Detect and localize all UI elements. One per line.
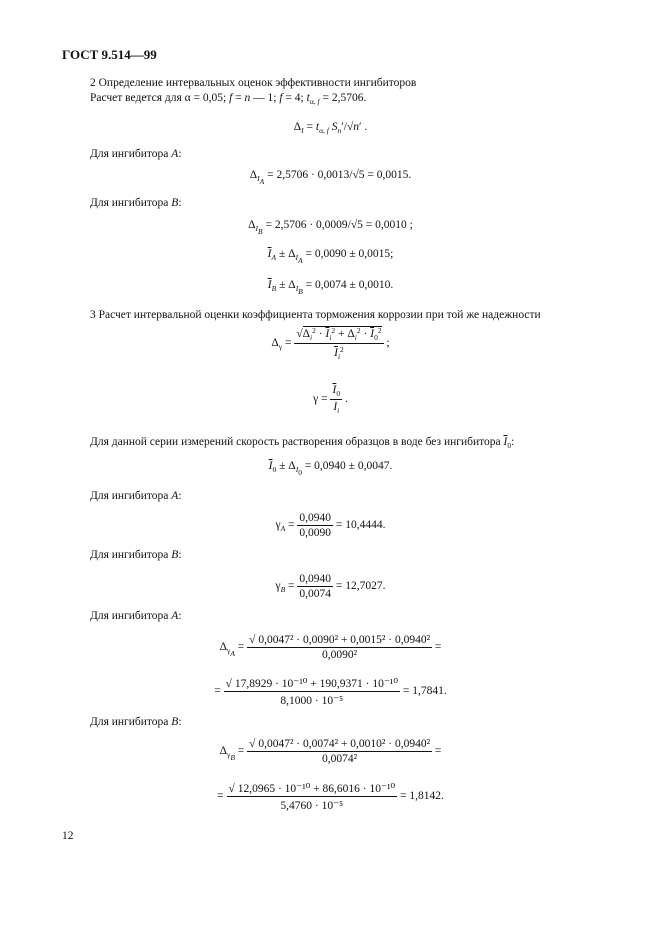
interval-a-formula: $\overline{I}_A \pm \Delta_{I_A} = 0,0090 \pm 0,0015$;	[267, 248, 394, 265]
delta-b-formula: $\Delta_{I_B} = 2,5706 \cdot 0,0009/√5 = 0,0010$ ;	[248, 219, 413, 236]
label-inhibitor-a: Для ингибитора A:	[90, 148, 182, 160]
delta-a-formula: $\Delta_{I_A} = 2,5706 \cdot 0,0013/√5 = 0,0015$.	[249, 169, 412, 186]
label-inhibitor-a-2: Для ингибитора A:	[90, 490, 182, 502]
delta-gamma-b-result: = $\frac{\text{√ 12,0965 · 10⁻¹⁰ + 86,6016 · 10⁻¹⁰}}{\text{5,4760 · 10⁻⁵}}$ = 1,8142.	[217, 783, 444, 812]
gamma-b-formula: $\gamma_B$ = $\frac{0,0940}{0,0074}$ = 12,7027.	[275, 573, 386, 600]
section-2-params: Расчет ведется для α = 0,05; f = n — 1; f = 4; $t_{\alpha, f} = 2,5706$.	[90, 92, 367, 106]
gamma-a-formula: $\gamma_A$ = $\frac{0,0940}{0,0090}$ = 10,4444.	[275, 512, 386, 539]
label-inhibitor-b: Для ингибитора B:	[90, 197, 182, 209]
i0-interval-formula: $\overline{I}_0 \pm \Delta_{I_0} = 0,0940 \pm 0,0047$.	[268, 460, 393, 477]
document-header: ГОСТ 9.514—99	[62, 47, 157, 62]
section-2-title: 2 Определение интервальных оценок эффективности ингибиторов	[90, 77, 417, 89]
interval-b-formula: $\overline{I}_B \pm \Delta_{I_B} = 0,0074 \pm 0,0010$.	[267, 279, 394, 296]
page-number: 12	[62, 830, 74, 842]
delta-gamma-general-formula: $\Delta_\gamma$ = $\frac{√\Delta_i^2 \cdot \overline{I}_i^2 + \Delta_i^2 \cdot \overline{I}_0^2}{\overline{I}_i^2}$ ;	[271, 326, 390, 361]
delta-gamma-a-result: = $\frac{\text{√ 17,8929 · 10⁻¹⁰ + 190,9371 · 10⁻¹⁰}}{\text{8,1000 · 10⁻⁵}}$ = 1,7841.	[214, 678, 447, 707]
section-3-title: 3 Расчет интервальной оценки коэффициента торможения коррозии при той же надежности	[90, 309, 541, 321]
delta-formula: $\Delta_I = t_{\alpha, f}$ $S_n'/√n'$ .	[293, 121, 368, 135]
delta-gamma-b-formula: $\Delta_{\gamma_B}$ = $\frac{\text{√ 0,0047² · 0,0074² + 0,0010² · 0,0940²}}{\text{0,0074²}}$ =	[219, 738, 442, 765]
label-inhibitor-b-2: Для ингибитора B:	[90, 549, 182, 561]
delta-gamma-a-formula: $\Delta_{\gamma_A}$ = $\frac{\text{√ 0,0047² · 0,0090² + 0,0015² · 0,0940²}}{\text{0,0090²}}$ =	[219, 634, 442, 661]
series-text: Для данной серии измерений скорость растворения образцов в воде без ингибитора $\overline{I}_0$:	[90, 436, 515, 450]
label-inhibitor-a-3: Для ингибитора A:	[90, 610, 182, 622]
label-inhibitor-b-3: Для ингибитора B:	[90, 716, 182, 728]
gamma-definition: γ = $\frac{\overline{I}_0}{I_i}$ .	[313, 384, 348, 415]
